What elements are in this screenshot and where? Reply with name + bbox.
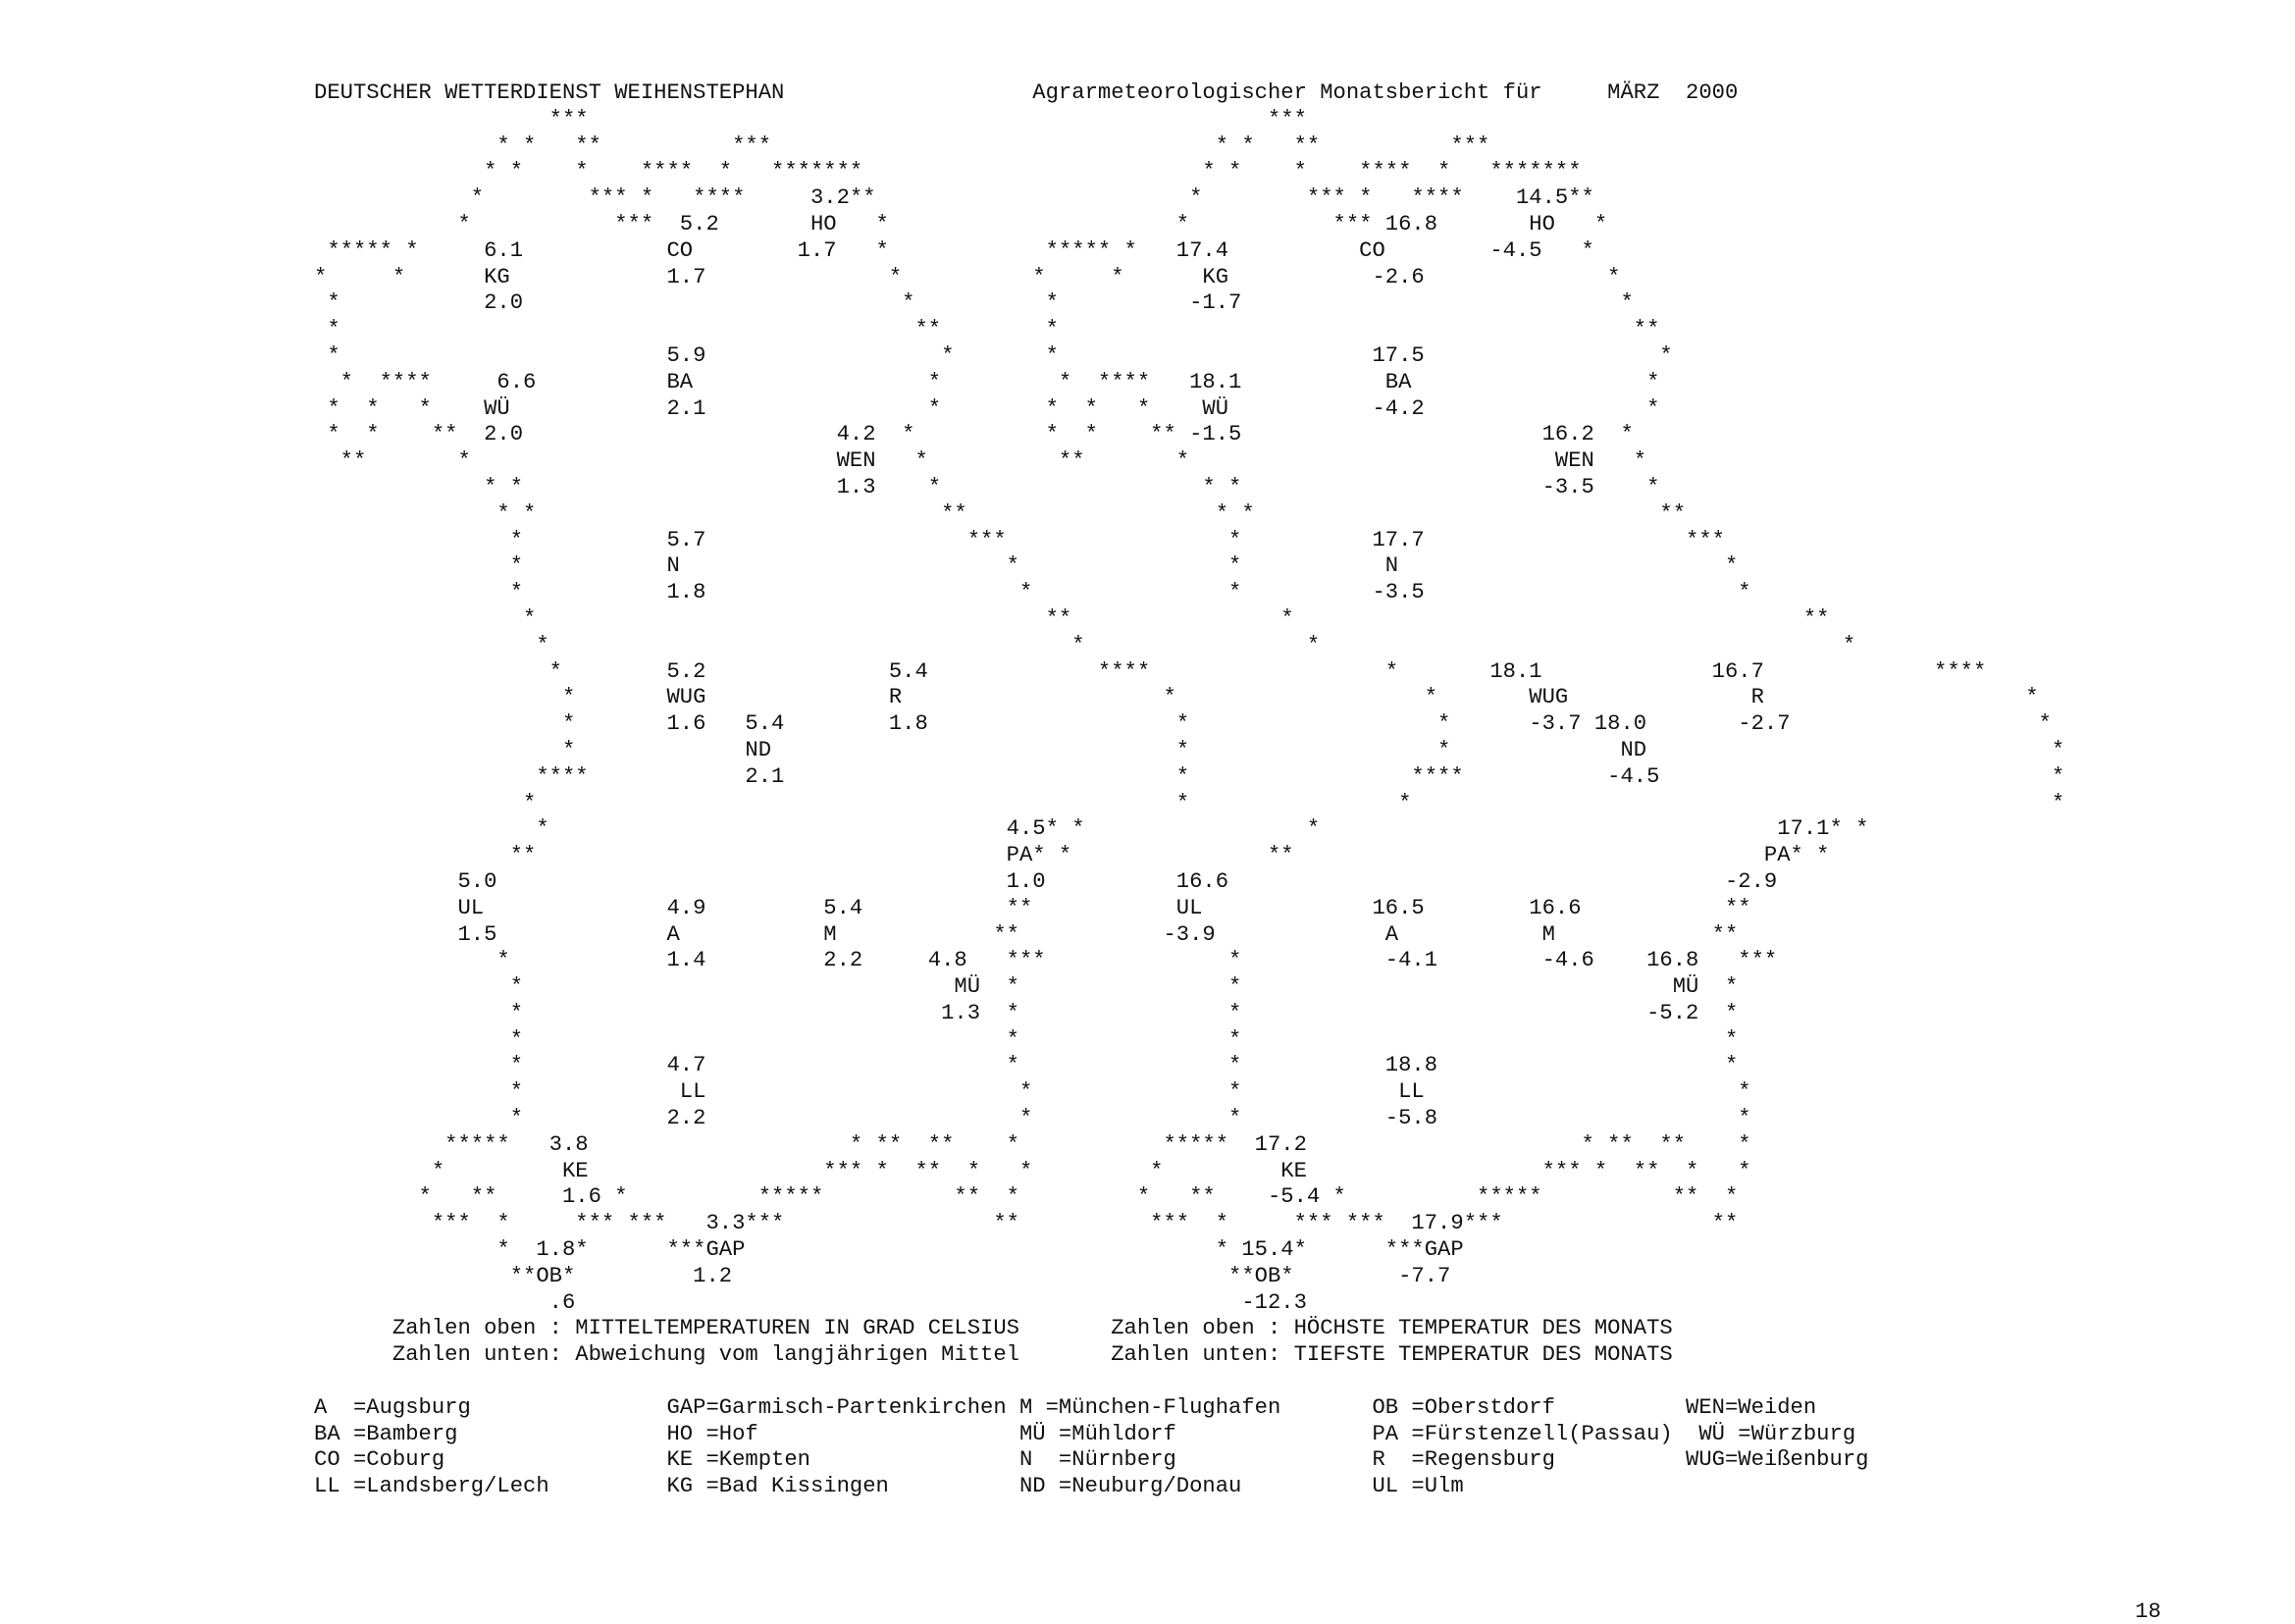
- page-number: 18: [2135, 1599, 2162, 1624]
- report-page: [314, 80, 2064, 1500]
- report-text: DEUTSCHER WETTERDIENST WEIHENSTEPHAN Agrarmeteorologischer Monatsbericht für MÄRZ 2000 *** *** * * ** *** * * ** *** * * * **** * ******* * * * **** * ******* * *** * **** 3.2** * *** * **** 14.5** * *** 5.2 HO * * *** 16.8 HO * ***** * 6.1 CO 1.7 * ***** * 17.4 CO -4.5 * * * KG 1.7 * * * KG -2.6 * * 2.0 * * -1.7 * * ** * ** * 5.9 * * 17.5 * * **** 6.6 BA * * **** 18.1 BA * * * * WÜ 2.1 * * * * WÜ -4.2 * * * ** 2.0 4.2 * * * ** -1.5 16.2 * ** * WEN * ** * WEN * * * 1.3 * * * -3.5 * * * ** * * ** * 5.7 *** * 17.7 *** * N * * N * * 1.8 * * -3.5 * * ** * ** * * * * * 5.2 5.4 **** * 18.1 16.7 **** * WUG R * * WUG R * * 1.6 5.4 1.8 * * -3.7 18.0 -2.7 * * ND * * ND * **** 2.1 * **** -4.5 * * * * * * 4.5* * * 17.1* * ** PA* * ** PA* * 5.0 1.0 16.6 -2.9 UL 4.9 5.4 ** UL 16.5 16.6 ** 1.5 A M ** -3.9 A M ** * 1.4 2.2 4.8 *** * -4.1 -4.6 16.8 *** * MÜ * * MÜ * * 1.3 * * -5.2 * * * * * * 4.7 * * 18.8 * * LL * * LL * * 2.2 * * -5.8 * ***** 3.8 * ** ** * ***** 17.2 * ** ** * * KE *** * ** * * * KE *** * ** * * * ** 1.6 * ***** ** * * ** -5.4 * ***** ** * *** * *** *** 3.3*** ** *** * *** *** 17.9*** ** * 1.8* ***GAP * 15.4* ***GAP **OB* 1.2 **OB* -7.7 .6 -12.3 Zahlen oben : MITTELTEMPERATUREN IN GRAD CELSIUS Zahlen oben : HÖCHSTE TEMPERATUR DES MONATS Zahlen unten: Abweichung vom langjährigen Mittel Zahlen unten: TIEFSTE TEMPERATUR DES MONATS A =Augsburg GAP=Garmisch-Partenkirchen M =München-Flughafen OB =Oberstdorf WEN=Weiden BA =Bamberg HO =Hof MÜ =Mühldorf PA =Fürstenzell(Passau) WÜ =Würzburg CO =Coburg KE =Kempten N =Nürnberg R =Regensburg WUG=Weißenburg LL =Landsberg/Lech KG =Bad Kissingen ND =Neuburg/Donau UL =Ulm: [314, 80, 2065, 1499]
